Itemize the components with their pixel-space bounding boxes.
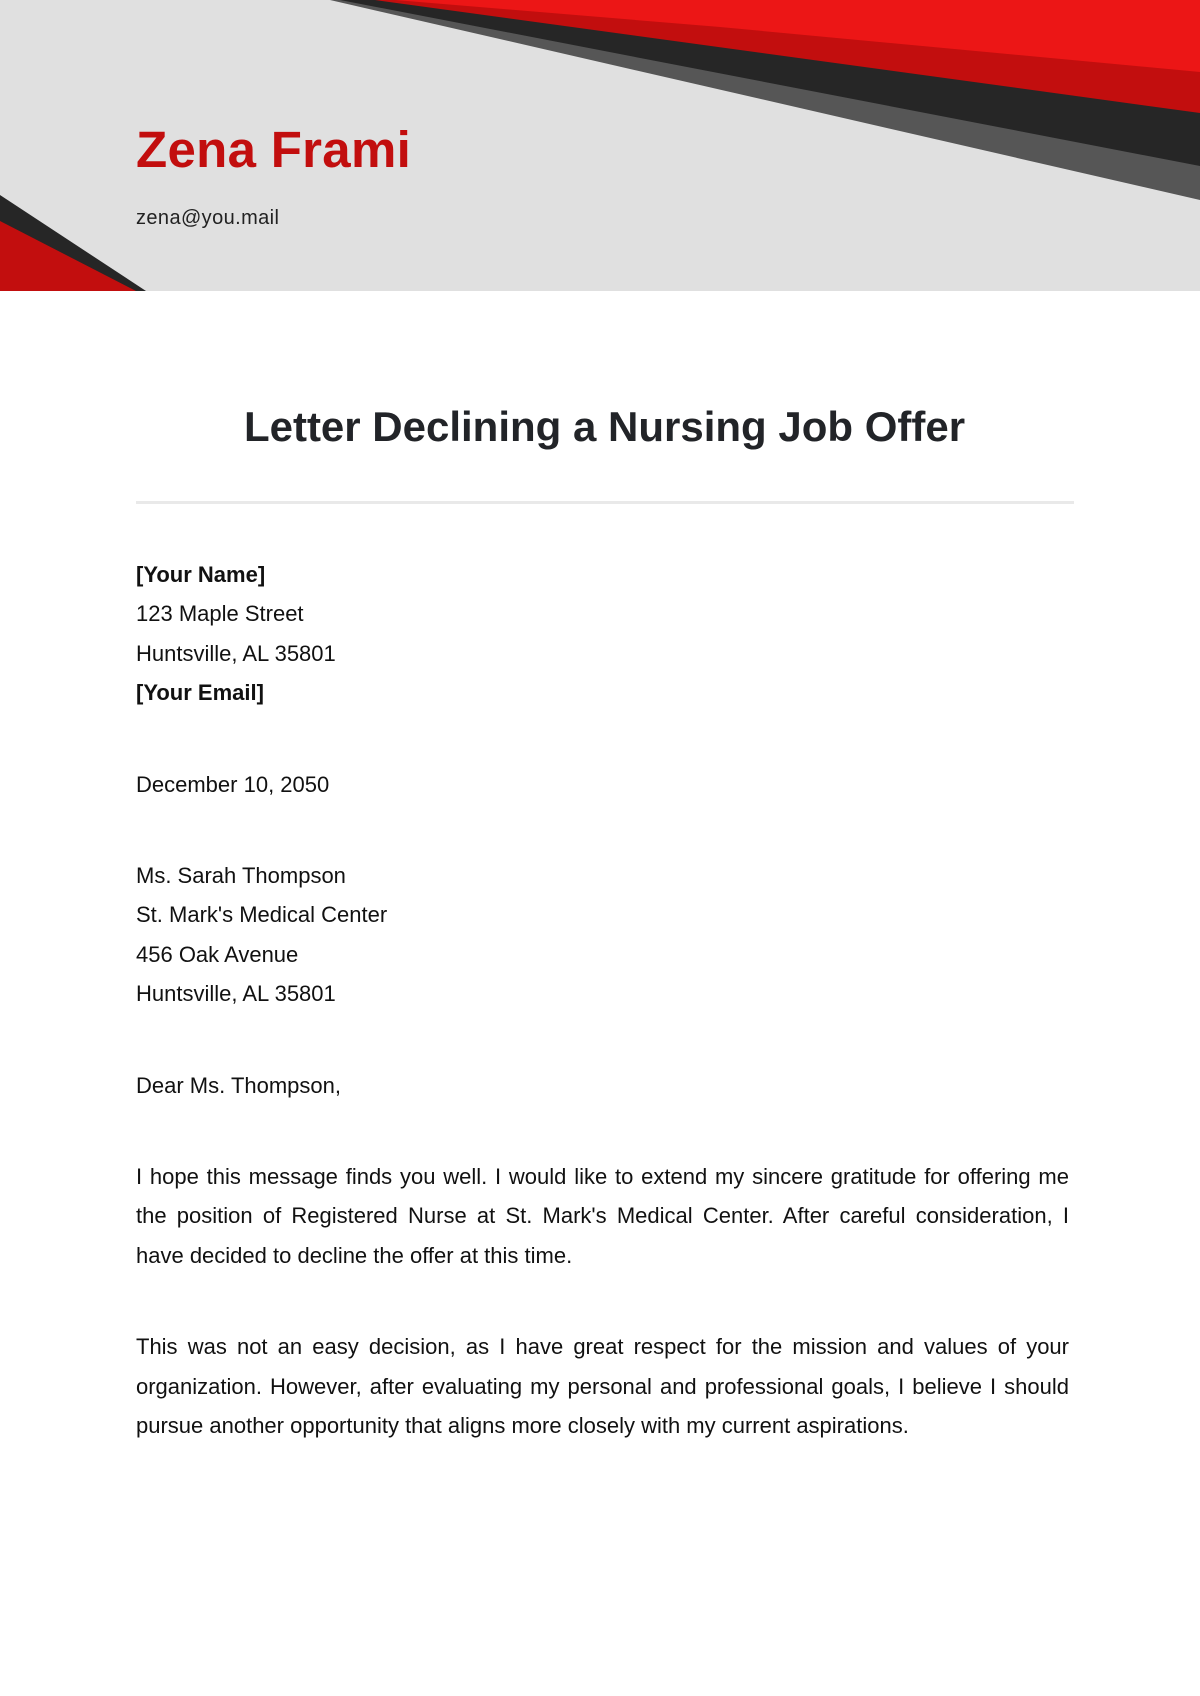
sender-city: Huntsville, AL 35801	[136, 640, 336, 666]
letter-date: December 10, 2050	[136, 771, 330, 797]
sender-name-placeholder: [Your Name]	[136, 562, 266, 587]
letterhead	[0, 0, 1200, 291]
sender-email-placeholder: [Your Email]	[136, 680, 264, 706]
recipient-name: Ms. Sarah Thompson	[136, 863, 346, 889]
document-title: Letter Declining a Nursing Job Offer	[243, 403, 966, 450]
body-paragraph-1: I hope this message finds you well. I would like to extend my sincere gratitude for offering me the position of Registered Nurse at St. Mark's Medical Center. After careful consideration, I have decided to decline the offer at this time.	[136, 1164, 1069, 1268]
salutation: Dear Ms. Thompson,	[136, 1072, 342, 1098]
left-red-stripe	[0, 221, 136, 291]
recipient-street: 456 Oak Avenue	[136, 941, 299, 967]
recipient-organization: St. Mark's Medical Center	[136, 902, 388, 928]
recipient-city: Huntsville, AL 35801	[136, 981, 336, 1007]
body-paragraph-2: This was not an easy decision, as I have great respect for the mission and values of your organization. However, after evaluating my personal and professional goals, I believe I should pursue another opportunity that aligns more closely with my current aspirations.	[136, 1334, 1069, 1439]
sender-email: zena@you.mail	[136, 207, 280, 229]
title-divider	[136, 501, 1074, 504]
sender-street: 123 Maple Street	[136, 601, 304, 627]
sender-name: Zena Frami	[136, 121, 412, 178]
letter-body	[136, 555, 1069, 1446]
